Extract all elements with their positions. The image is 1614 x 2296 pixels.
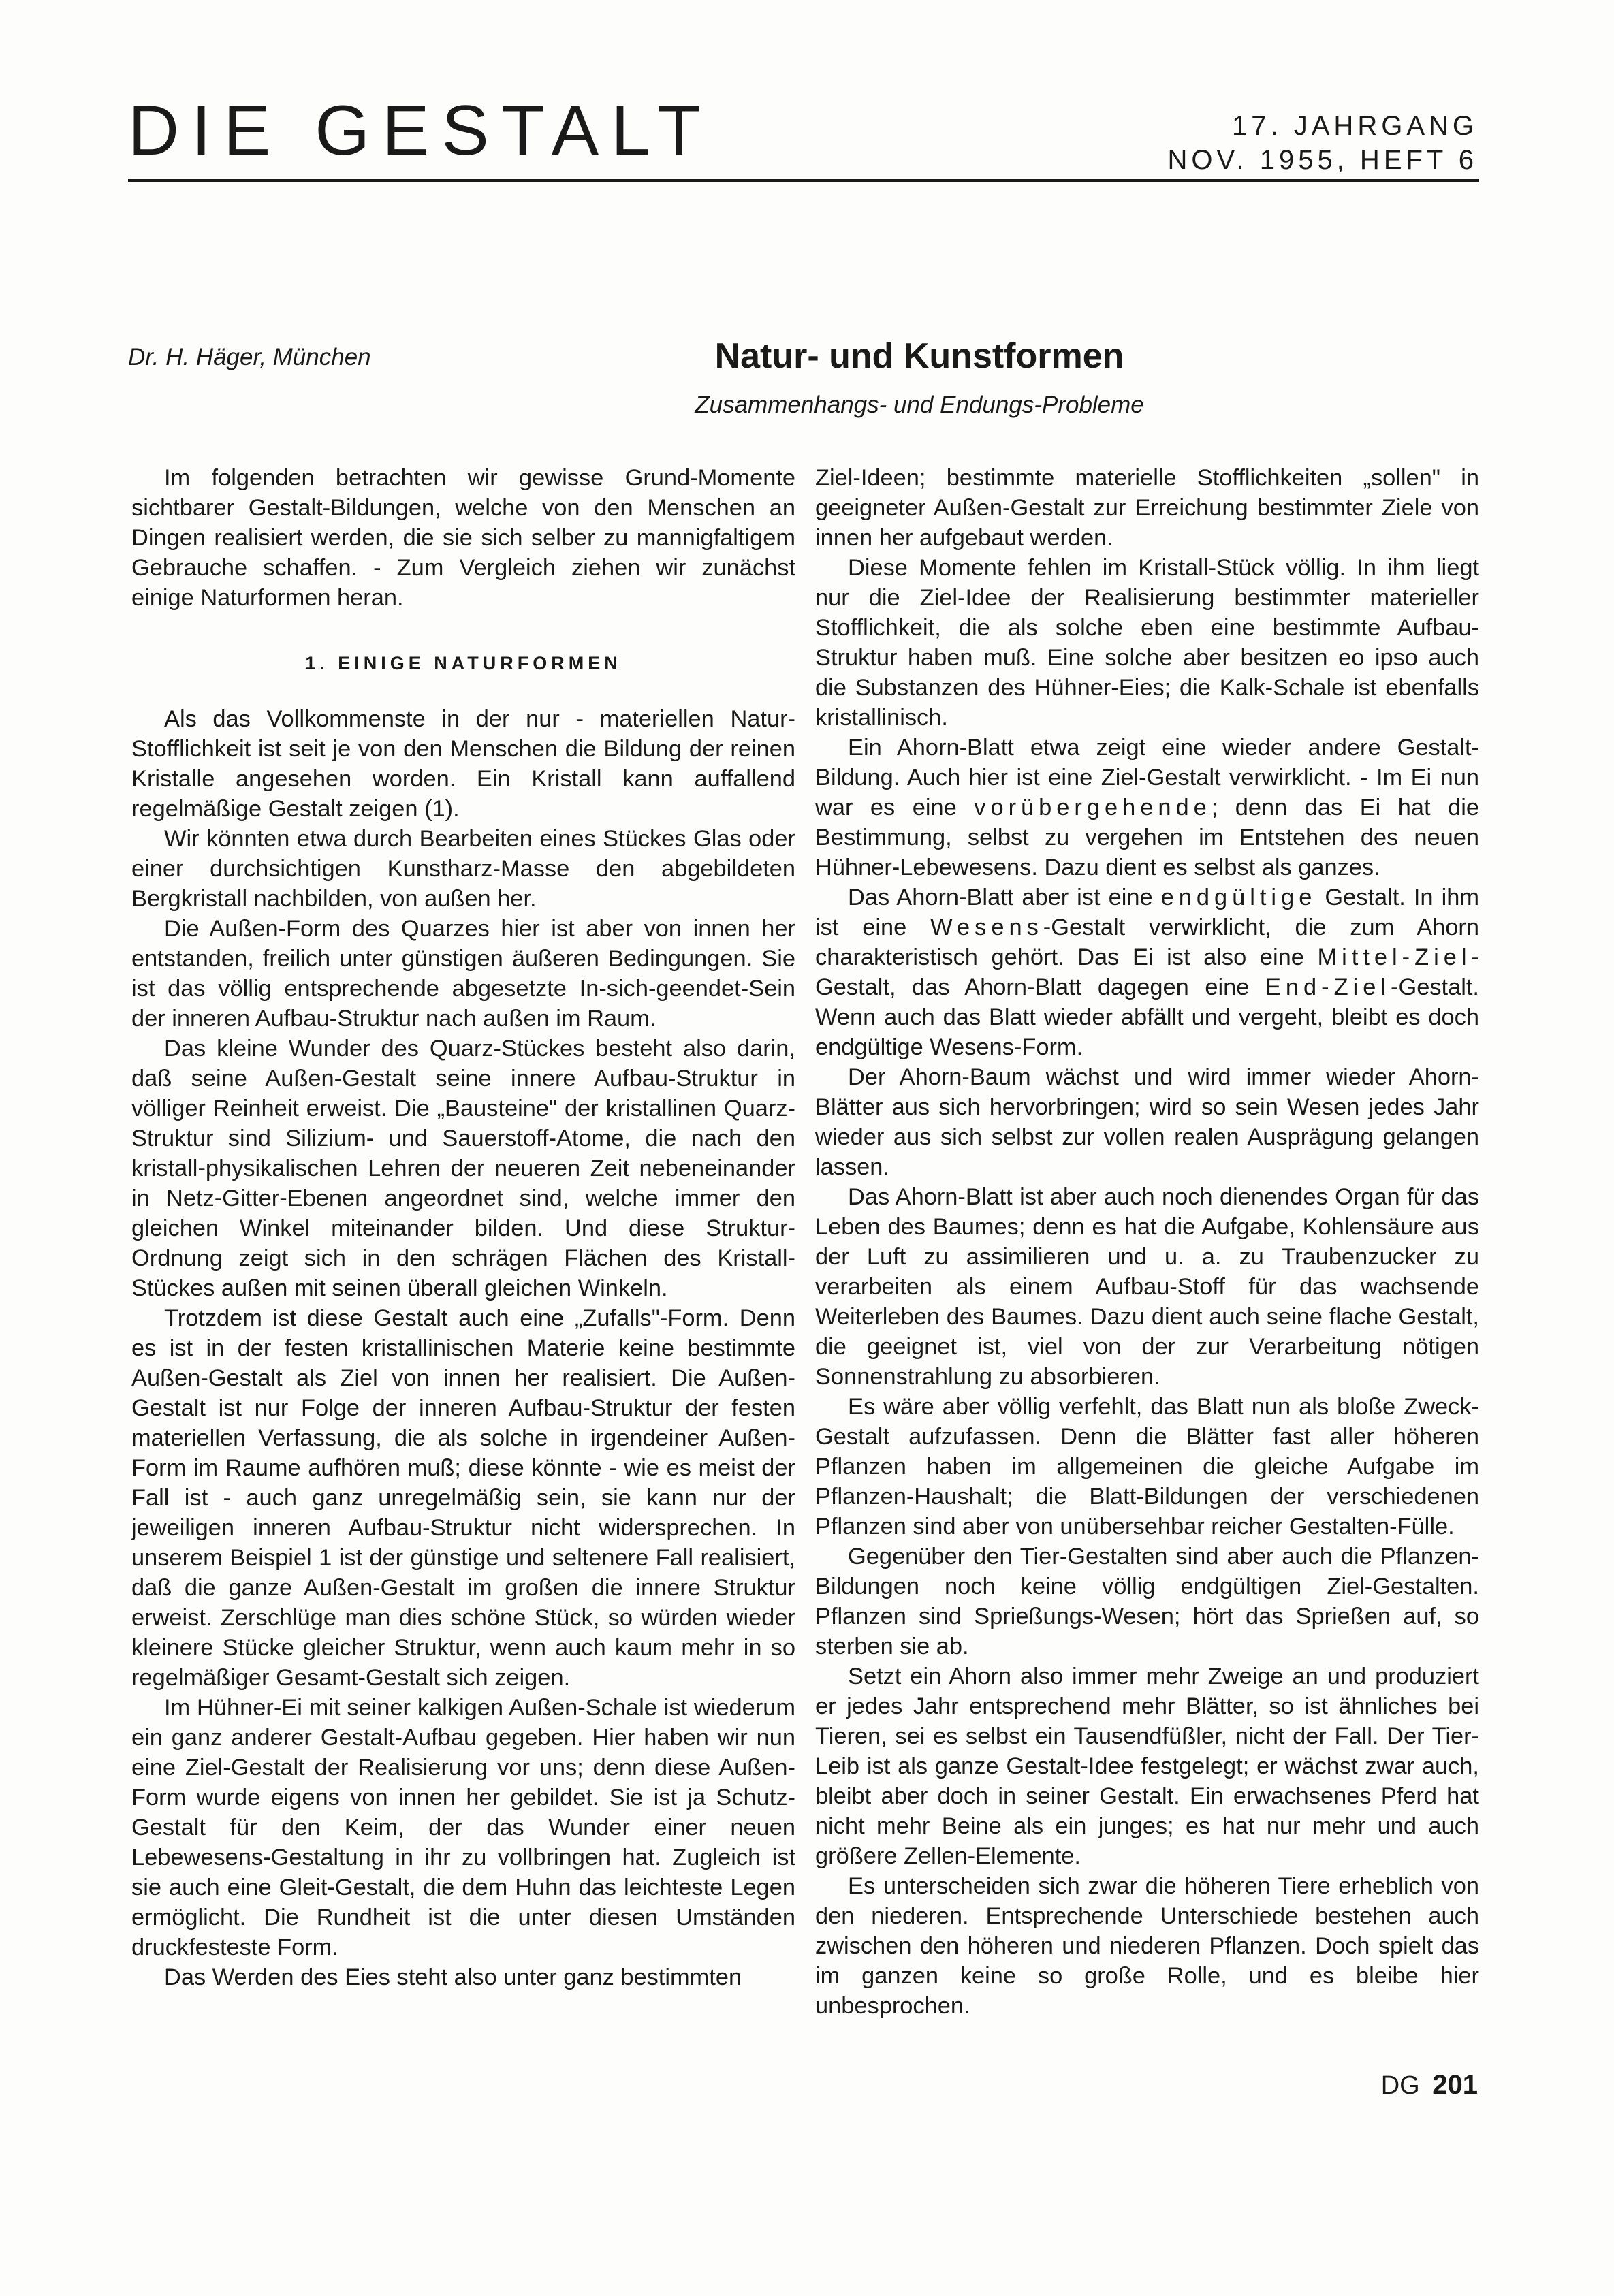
journal-title: DIE GESTALT <box>128 91 713 170</box>
text-run: Das Ahorn-Blatt aber ist eine <box>848 884 1153 910</box>
paragraph: Im Hühner-Ei mit seiner kalkigen Außen-Schale ist wiederum ein ganz anderer Gestalt-Aufbau gegeben. Hier haben wir nun eine Ziel-Gestalt der Realisierung vor uns; denn diese Außen-Form wurde eigens von innen her gebildet. Sie ist ja Schutz-Gestalt für den Keim, der das Wunder einer neuen Lebewesens-Gestaltung in ihr zu vollbringen hat. Zugleich ist sie auch eine Gleit-Gestalt, die dem Huhn das leichteste Legen ermöglicht. Die Rundheit ist die unter diesen Umständen druckfesteste Form. <box>131 1695 795 1960</box>
issue-label: NOV. 1955, HEFT 6 <box>1167 145 1478 175</box>
page-number: 201 <box>1432 2070 1478 2100</box>
emphasis: Wesens <box>930 914 1043 940</box>
text-run: -Gestalt, das Ahorn-Blatt dagegen eine <box>815 944 1479 1000</box>
paragraph: Das Werden des Eies steht also unter ganz bestimmten <box>164 1964 742 1990</box>
text-run: Ein Ahorn-Blatt etwa zeigt eine wieder andere Gestalt-Bildung. Auch hier ist eine Ziel-Gestalt verwirklicht. - Im Ei nun war es eine <box>815 735 1479 820</box>
article-subtitle: Zusammenhangs- und Endungs-Probleme <box>695 392 1144 418</box>
paragraph: Das kleine Wunder des Quarz-Stückes besteht also darin, daß seine Außen-Gestalt seine innere Aufbau-Struktur in völliger Reinheit erweist. Die „Bausteine" der kristallinen Quarz-Struktur sind Silizium- und Sauerstoff-Atome, die nach den kristall-physikalischen Lehren der neueren Zeit nebeneinander in Netz-Gitter-Ebenen angeordnet sind, welche immer den gleichen Winkel miteinander bilden. Und diese Struktur-Ordnung zeigt sich in den schrägen Flächen des Kristall-Stückes außen mit seinen überall gleichen Winkeln. <box>131 1036 795 1301</box>
paragraph: Setzt ein Ahorn also immer mehr Zweige an und produziert er jedes Jahr entsprechend mehr Blätter, so ist ähnliches bei Tieren, sei es selbst ein Tausendfüßler, nicht der Fall. Der Tier-Leib ist als ganze Gestalt-Idee festgelegt; er wächst zwar auch, bleibt aber doch in seiner Gestalt. Ein erwachsenes Pferd hat nicht mehr Beine als ein junges; es hat nur mehr und auch größere Zellen-Elemente. <box>815 1663 1479 1869</box>
paragraph: Diese Momente fehlen im Kristall-Stück völlig. In ihm liegt nur die Ziel-Idee der Realisierung bestimmter materieller Stofflichkeit, die als solche eben eine bestimmte Aufbau-Struktur haben muß. Eine solche aber besitzen eo ipso auch die Substanzen des Hühner-Eies; die Kalk-Schale ist ebenfalls kristallinisch. <box>815 555 1479 731</box>
section-heading: 1. EINIGE NATURFORMEN <box>305 653 622 673</box>
text-run: ; denn das Ei hat die Bestimmung, selbst zu vergehen im Entstehen des neuen Hühner-Lebewesens. Dazu dient es selbst als ganzes. <box>815 795 1479 880</box>
emphasis: End-Ziel <box>1265 974 1391 1000</box>
article-title: Natur- und Kunstformen <box>714 336 1124 376</box>
paragraph: Die Außen-Form des Quarzes hier ist aber von innen her entstanden, freilich unter günstigen äußeren Bedingungen. Sie ist das völlig entsprechende abgesetzte In-sich-geendet-Sein der inneren Aufbau-Struktur nach außen im Raum. <box>131 916 795 1032</box>
paragraph <box>815 882 1479 1062</box>
volume-label: 17. JAHRGANG <box>1232 111 1478 141</box>
text-run: Gestalt. In ihm ist eine <box>815 884 1479 940</box>
page-folio <box>1381 2070 1478 2101</box>
left-column <box>131 463 795 1992</box>
journal-abbreviation: DG <box>1380 2071 1420 2100</box>
masthead-rule <box>128 179 1479 182</box>
emphasis: vorübergehende <box>974 795 1212 820</box>
paragraph: Als das Vollkommenste in der nur - materiellen Natur-Stofflichkeit ist seit je von den Menschen die Bildung der reinen Kristalle angesehen worden. Ein Kristall kann auffallend regelmäßige Gestalt zeigen (1). <box>131 706 795 822</box>
right-column <box>815 463 1479 2021</box>
paragraph: Das Ahorn-Blatt ist aber auch noch dienendes Organ für das Leben des Baumes; denn es hat die Aufgabe, Kohlensäure aus der Luft zu assimilieren und u. a. zu Traubenzucker zu verarbeiten als einem Aufbau-Stoff für das wachsende Weiterleben des Baumes. Dazu dient auch seine flache Gestalt, die geeignet ist, viel von der zur Verarbeitung nötigen Sonnenstrahlung zu absorbieren. <box>815 1184 1479 1390</box>
paragraph: Der Ahorn-Baum wächst und wird immer wieder Ahorn-Blätter aus sich hervorbringen; wird so sein Wesen jedes Jahr wieder aus sich selbst zur vollen realen Ausprägung gelangen lassen. <box>815 1064 1479 1180</box>
issue-info <box>1167 109 1478 177</box>
paragraph: Es wäre aber völlig verfehlt, das Blatt nun als bloße Zweck-Gestalt aufzufassen. Denn die Blätter fast aller höheren Pflanzen haben im allgemeinen die gleiche Aufgabe im Pflanzen-Haushalt; die Blatt-Bildungen der verschiedenen Pflanzen sind aber von unübersehbar reicher Gestalten-Fülle. <box>815 1394 1479 1540</box>
paragraph: Gegenüber den Tier-Gestalten sind aber auch die Pflanzen-Bildungen noch keine völlig endgültigen Ziel-Gestalten. Pflanzen sind Sprießungs-Wesen; hört das Sprießen auf, so sterben sie ab. <box>815 1544 1479 1659</box>
paragraph: Im folgenden betrachten wir gewisse Grund-Momente sichtbarer Gestalt-Bildungen, welche von den Menschen an Dingen realisiert werden, die sie sich selber zu mannigfaltigem Gebrauche schaffen. - Zum Vergleich ziehen wir zunächst einige Naturformen heran. <box>131 465 795 611</box>
article-author: Dr. H. Häger, München <box>128 344 371 370</box>
text-run: -Gestalt verwirklicht, die zum Ahorn charakteristisch gehört. Das Ei ist also eine <box>815 914 1479 970</box>
paragraph: Ziel-Ideen; bestimmte materielle Stofflichkeiten „sollen" in geeigneter Außen-Gestalt zur Erreichung bestimmter Ziele von innen her aufgebaut werden. <box>815 465 1479 551</box>
paragraph <box>815 733 1479 882</box>
text-run: -Gestalt. Wenn auch das Blatt wieder abfällt und vergeht, bleibt es doch endgültige Wesens-Form. <box>815 974 1479 1060</box>
paragraph: Es unterscheiden sich zwar die höheren Tiere erheblich von den niederen. Entsprechende Unterschiede bestehen auch zwischen den höheren und niederen Pflanzen. Doch spielt das im ganzen keine so große Rolle, und es bleibe hier unbesprochen. <box>815 1873 1479 2019</box>
emphasis: Mittel-Ziel <box>1317 944 1472 970</box>
emphasis: endgültige <box>1160 884 1317 910</box>
paragraph: Wir könnten etwa durch Bearbeiten eines Stückes Glas oder einer durchsichtigen Kunstharz-Masse den abgebildeten Bergkristall nachbilden, von außen her. <box>131 826 795 912</box>
paragraph: Trotzdem ist diese Gestalt auch eine „Zufalls"-Form. Denn es ist in der festen kristallinischen Materie keine bestimmte Außen-Gestalt als Ziel von innen her realisiert. Die Außen-Gestalt ist nur Folge der inneren Aufbau-Struktur der festen materiellen Verfassung, die als solche in irgendeiner Außen-Form im Raume aufhören muß; diese könnte - wie es meist der Fall ist - auch ganz unregelmäßig sein, sie kann nur der jeweiligen inneren Aufbau-Struktur nicht widersprechen. In unserem Beispiel 1 ist der günstige und seltenere Fall realisiert, daß die ganze Außen-Gestalt im großen die innere Struktur erweist. Zerschlüge man dies schöne Stück, so würden wieder kleinere Stücke gleicher Struktur, wenn auch kaum mehr in so regelmäßiger Gesamt-Gestalt sich zeigen. <box>131 1305 795 1691</box>
